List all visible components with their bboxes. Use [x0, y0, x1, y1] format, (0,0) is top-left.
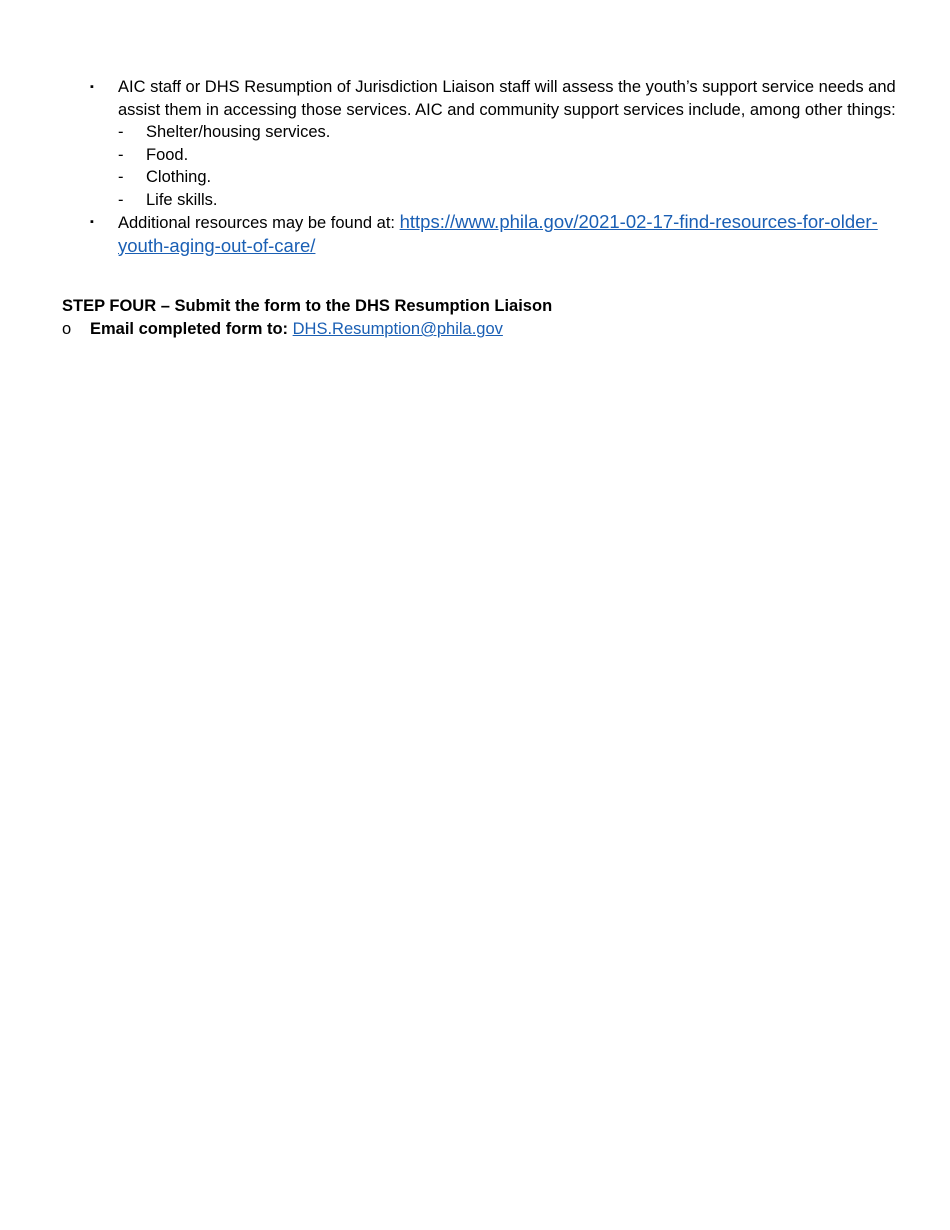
- dash-bullet: -: [118, 145, 124, 164]
- service-label: Food.: [146, 145, 189, 164]
- support-services-list: [90, 76, 910, 258]
- service-label: Life skills.: [146, 190, 218, 209]
- square-bullet-icon: ▪: [90, 216, 94, 228]
- list-item: [90, 211, 910, 258]
- list-item: [90, 76, 910, 211]
- list-item: [118, 189, 910, 212]
- list-item: [118, 144, 910, 167]
- email-link[interactable]: DHS.Resumption@phila.gov: [292, 320, 503, 338]
- square-bullet-icon: ▪: [90, 81, 94, 93]
- step-four-heading: STEP FOUR – Submit the form to the DHS Resumption Liaison: [62, 297, 553, 315]
- list-item: [118, 121, 910, 144]
- circle-bullet-icon: o: [62, 320, 72, 338]
- service-label: Clothing.: [146, 168, 212, 186]
- email-instruction: [62, 318, 503, 340]
- resources-link[interactable]: https://www.phila.gov/2021-02-17-find-resources-for-older-youth-aging-out-of-care/: [118, 211, 878, 256]
- service-label: Shelter/housing services.: [146, 123, 331, 141]
- email-label: Email completed form to:: [90, 320, 289, 338]
- dash-bullet: -: [118, 123, 124, 141]
- dash-bullet: -: [118, 168, 124, 186]
- list-item: [118, 166, 910, 189]
- additional-resources-text: Additional resources may be found at:: [118, 214, 400, 232]
- services-sublist: [118, 121, 910, 211]
- dash-bullet: -: [118, 190, 124, 209]
- support-services-text: AIC staff or DHS Resumption of Jurisdiction Liaison staff will assess the youth’s support service needs and assist them in accessing those services. AIC and community support services include, among other things:: [118, 78, 896, 119]
